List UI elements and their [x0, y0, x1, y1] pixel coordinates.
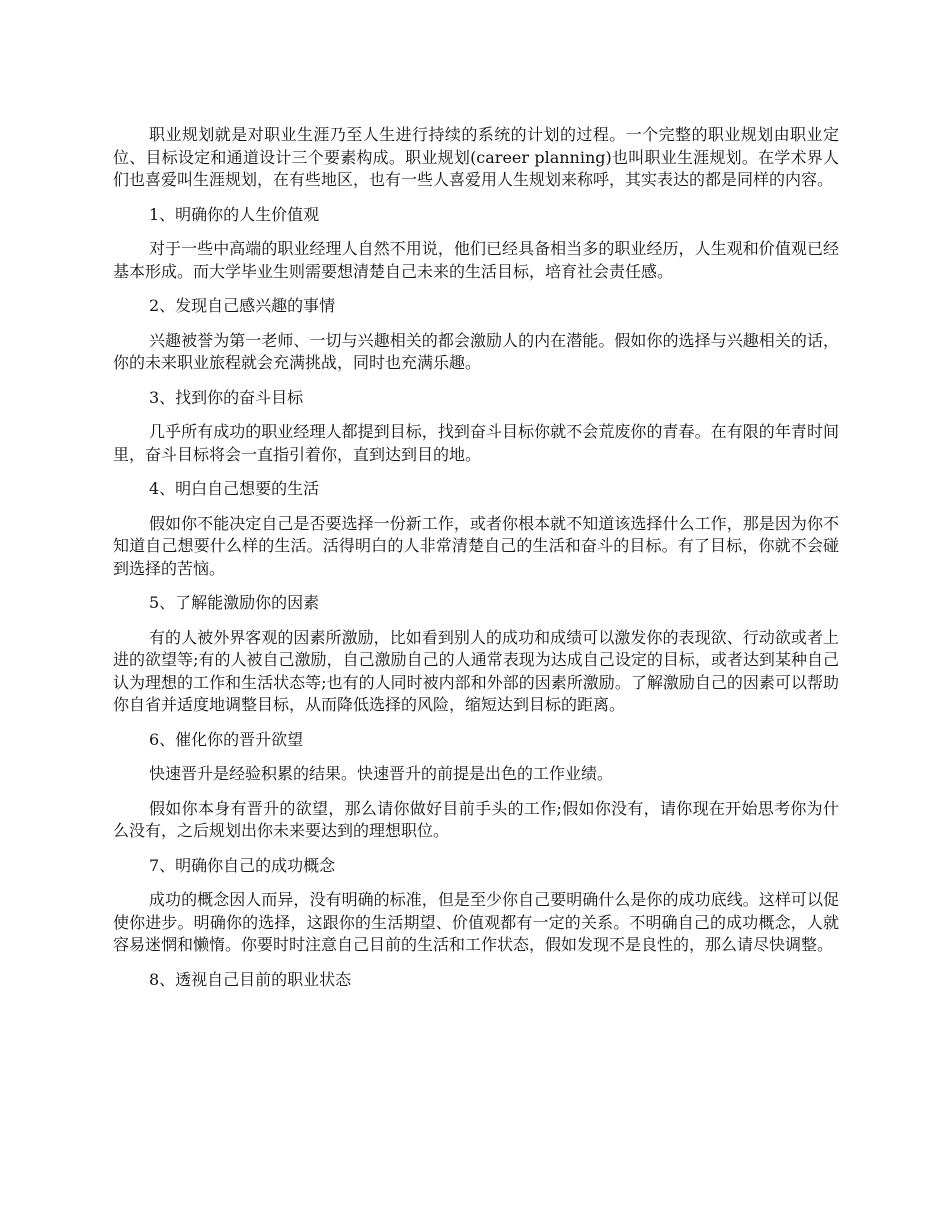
section-paragraph-4: 假如你不能决定自己是否要选择一份新工作，或者你根本就不知道该选择什么工作，那是因为你不知道自己想要什么样的生活。活得明白的人非常清楚自己的生活和奋斗的目标。有了目标，你就不会碰到选择的苦恼。 — [113, 513, 839, 578]
section-paragraph-7: 成功的概念因人而异，没有明确的标准，但是至少你自己要明确什么是你的成功底线。这样可以促使你进步。明确你的选择，这跟你的生活期望、价值观都有一定的关系。不明确自己的成功概念，人就容易迷惘和懒惰。你要时时注意自己目前的生活和工作状态，假如发现不是良性的，那么请尽快调整。 — [113, 890, 839, 954]
section-paragraph-6a: 快速晋升是经验积累的结果。快速晋升的前提是出色的工作业绩。 — [149, 764, 614, 783]
section-heading-6: 6、催化你的晋升欲望 — [149, 729, 304, 749]
document-page — [113, 124, 839, 1003]
section-paragraph-1: 对于一些中高端的职业经理人自然不用说，他们已经具备相当多的职业经历，人生观和价值观已经基本形成。而大学毕业生则需要想清楚自己未来的生活目标，培育社会责任感。 — [113, 239, 839, 281]
section-heading-8: 8、透视自己目前的职业状态 — [149, 969, 352, 989]
section-paragraph-3: 几乎所有成功的职业经理人都提到目标，找到奋斗目标你就不会荒废你的青春。在有限的年青时间里，奋斗目标将会一直指引着你，直到达到目的地。 — [113, 422, 839, 464]
section-heading-7: 7、明确你自己的成功概念 — [149, 855, 336, 875]
section-paragraph-2: 兴趣被誉为第一老师、一切与兴趣相关的都会激励人的内在潜能。假如你的选择与兴趣相关的话，你的未来职业旅程就会充满挑战，同时也充满乐趣。 — [113, 330, 839, 372]
section-heading-2: 2、发现自己感兴趣的事情 — [149, 296, 336, 315]
section-heading-1: 1、明确你的人生价值观 — [149, 204, 320, 224]
section-heading-4: 4、明白自己想要的生活 — [149, 479, 320, 498]
section-paragraph-6b: 假如你本身有晋升的欲望，那么请你做好目前手头的工作;假如你没有，请你现在开始思考你为什么没有，之后规划出你未来要达到的理想职位。 — [113, 798, 839, 840]
section-paragraph-5: 有的人被外界客观的因素所激励，比如看到别人的成功和成绩可以激发你的表现欲、行动欲或者上进的欲望等;有的人被自己激励，自己激励自己的人通常表现为达成自己设定的目标，或者达到某种自己认为理想的工作和生活状态等;也有的人同时被内部和外部的因素所激励。了解激励自己的因素可以帮助你自省并适度地调整目标，从而降低选择的风险，缩短达到目标的距离。 — [113, 627, 839, 714]
section-heading-3: 3、找到你的奋斗目标 — [149, 387, 304, 407]
intro-paragraph: 职业规划就是对职业生涯乃至人生进行持续的系统的计划的过程。一个完整的职业规划由职业定位、目标设定和通道设计三个要素构成。职业规划(career planning)也叫职业生涯规划。在学术界人们也喜爱叫生涯规划，在有些地区，也有一些人喜爱用人生规划来称呼，其实表达的都是同样的内容。 — [113, 125, 839, 189]
section-heading-5: 5、了解能激励你的因素 — [149, 593, 320, 612]
